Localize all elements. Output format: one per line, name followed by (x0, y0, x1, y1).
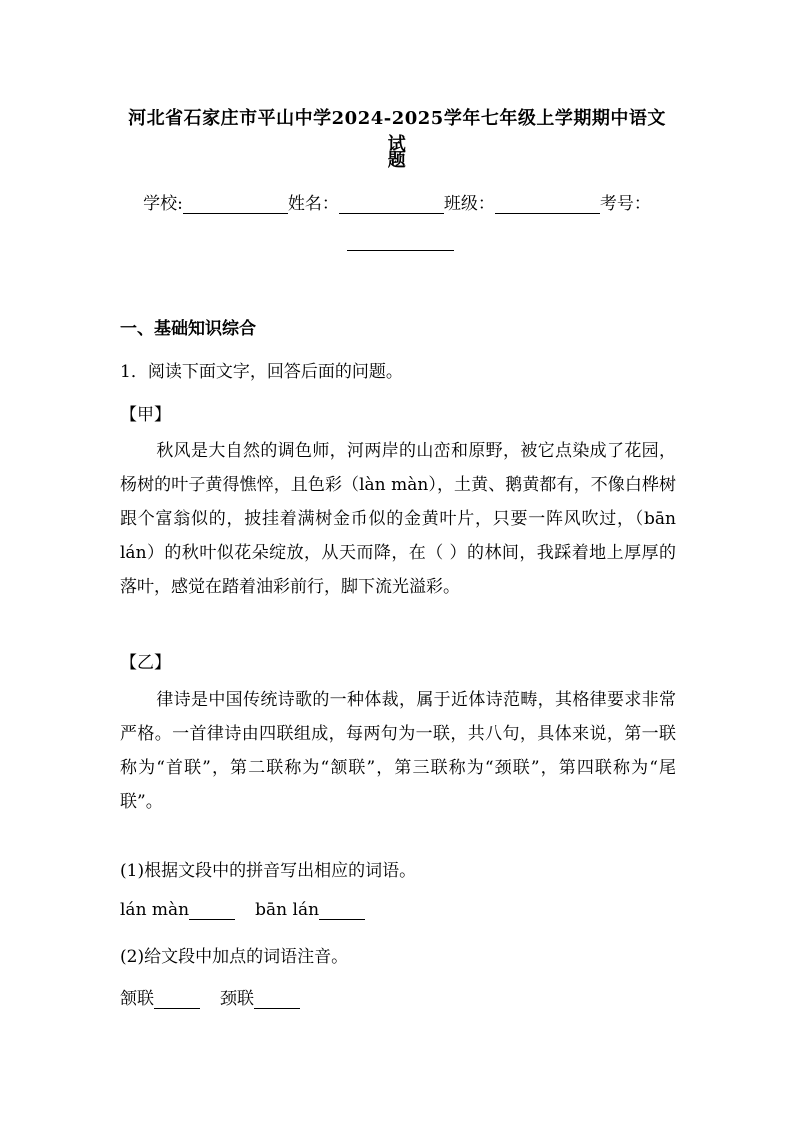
exam-title-line1: 河北省石家庄市平山中学2024-2025学年七年级上学期期中语文试 (128, 108, 666, 155)
passage-jia-text: 秋风是大自然的调色师，河两岸的山峦和原野，被它点染成了花园，杨树的叶子黄得憔悴，且色彩（làn màn），土黄、鹅黄都有，不像白桦树跟个富翁似的，披挂着满树金币似的金黄叶片，只要一阵风吹过，（bān lán）的秋叶似花朵绽放，从天而降，在（ ）的林间，我踩着地上厚厚的落叶，感觉在踏着油彩前行，脚下流光溢彩。 (120, 441, 676, 597)
pinyin-answer-row (120, 900, 676, 920)
id-label: 考号： (599, 194, 651, 214)
pinyin-2-blank[interactable] (319, 901, 365, 920)
passage-yi-text: 律诗是中国传统诗歌的一种体裁，属于近体诗范畴，其格律要求非常严格。一首律诗由四联组成，每两句为一联，共八句，具体来说，第一联称为“首联”，第二联称为“颔联”，第三联称为“颈联”，第四联称为“尾联”。 (120, 690, 676, 812)
pinyin-1: lán màn (120, 900, 190, 920)
passage-jia-label: 【甲】 (120, 405, 171, 425)
question-1: 1．阅读下面文字，回答后面的问题。 (120, 362, 403, 382)
passage-jia (120, 434, 676, 604)
school-blank[interactable] (183, 195, 288, 214)
pinyin-2: bān lán (255, 900, 320, 920)
id-blank[interactable] (347, 232, 454, 251)
word-2: 颈联 (220, 989, 254, 1009)
class-blank[interactable] (495, 195, 600, 214)
passage-yi-label: 【乙】 (120, 653, 171, 673)
annotation-answer-row (120, 984, 676, 1009)
name-label: 姓名： (287, 194, 339, 214)
word-2-blank[interactable] (254, 990, 300, 1009)
class-label: 班级： (443, 194, 495, 214)
exam-title-line2: 题 (387, 150, 407, 171)
section-heading: 一、基础知识综合 (120, 319, 256, 339)
passage-yi (120, 683, 676, 853)
student-info-row (120, 189, 674, 214)
sub-question-1: (1)根据文段中的拼音写出相应的词语。 (120, 861, 417, 881)
word-1-blank[interactable] (154, 990, 200, 1009)
name-blank[interactable] (339, 195, 444, 214)
pinyin-1-blank[interactable] (189, 901, 235, 920)
word-1: 颔联 (120, 989, 154, 1009)
school-label: 学校: (143, 194, 183, 214)
sub-question-2: (2)给文段中加点的词语注音。 (120, 947, 349, 967)
